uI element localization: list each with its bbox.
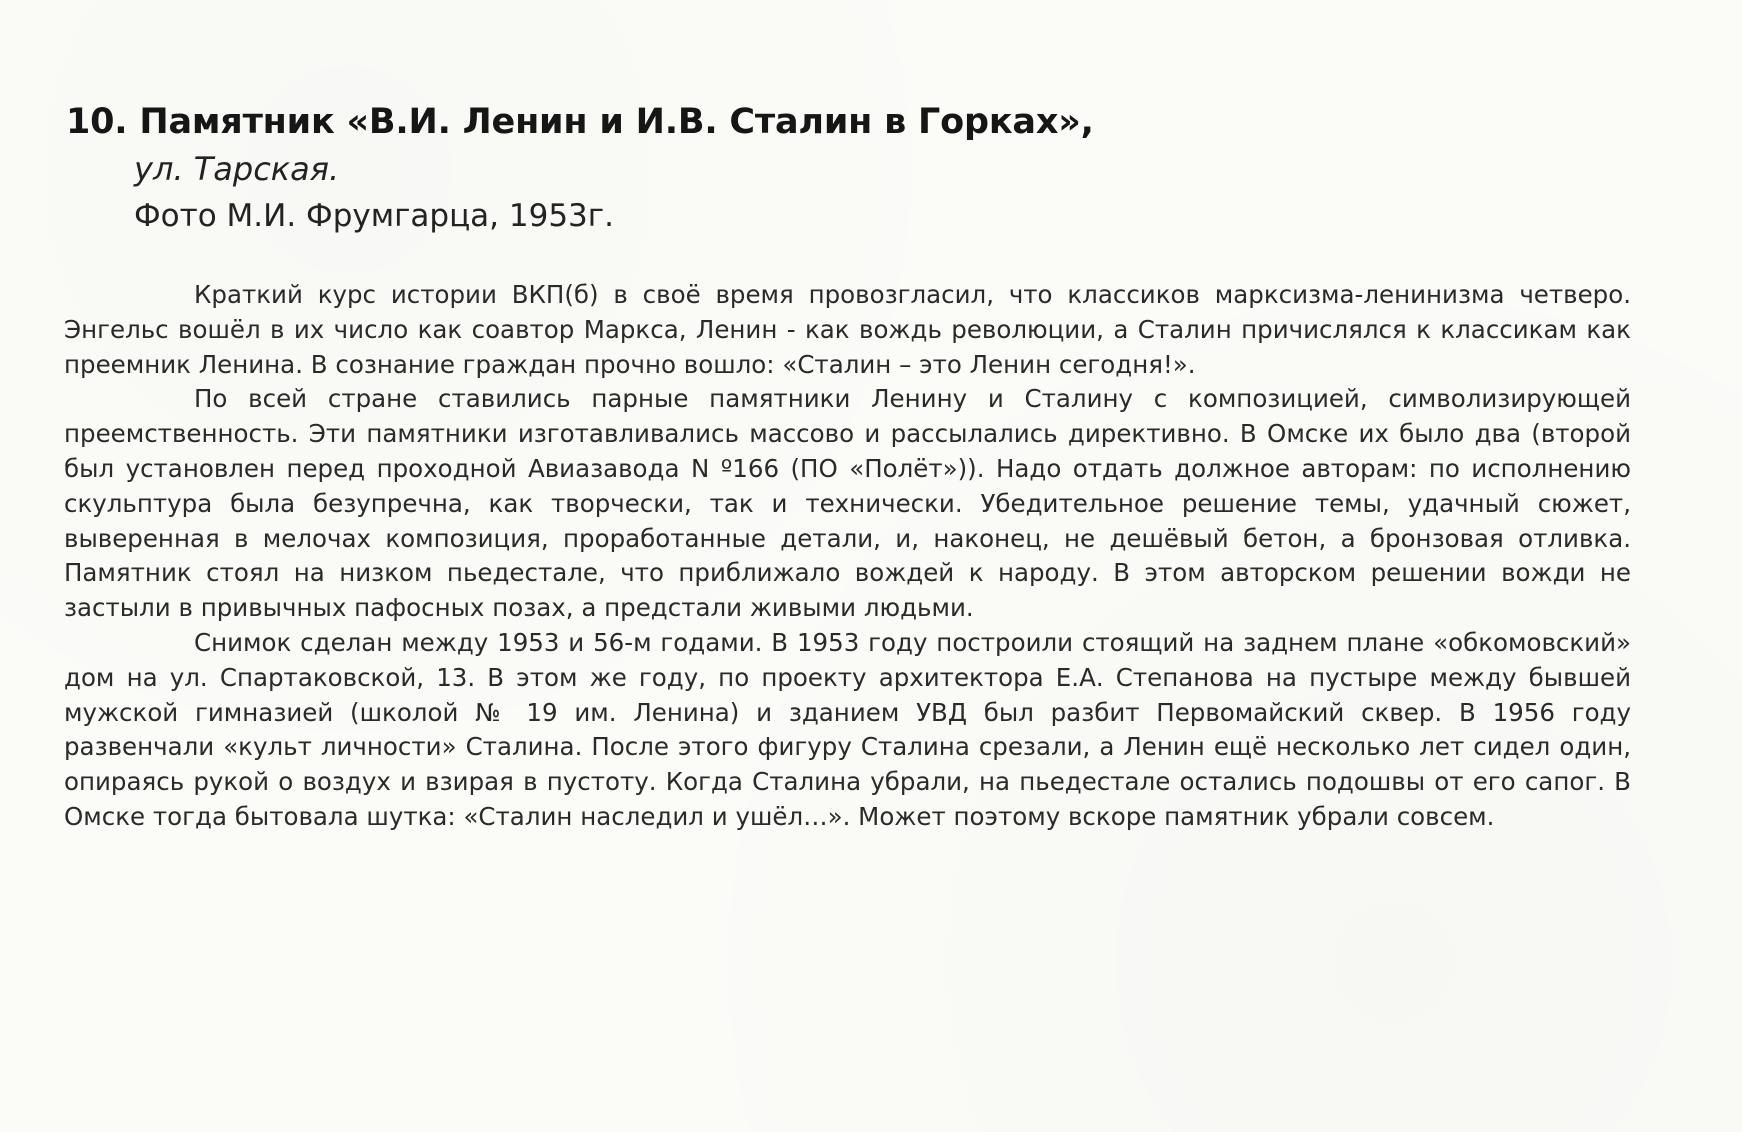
paragraph-1: Краткий курс истории ВКП(б) в своё время провозгласил, что классиков марксизма-ленинизма четверо. Энгельс вошёл в их число как соавтор Маркса, Ленин - как вождь революции, а Сталин причислялся к классикам как преемник Ленина. В сознание граждан прочно вошло: «Сталин – это Ленин сегодня!».: [64, 280, 1631, 379]
photo-credit: Фото М.И. Фрумгарца, 1953г.: [134, 198, 614, 234]
article-body: [64, 278, 1631, 835]
paragraph-2: По всей стране ставились парные памятники Ленину и Сталину с композицией, символизирующей преемственность. Эти памятники изготавливались массово и рассылались директивно. В Омске их было два (второй был установлен перед проходной Авиазавода N º166 (ПО «Полёт»)). Надо отдать должное авторам: по исполнению скульптура была безупречна, как творчески, так и технически. Убедительное решение темы, удачный сюжет, выверенная в мелочах композиция, проработанные детали, и, наконец, не дешёвый бетон, а бронзовая отливка. Памятник стоял на низком пьедестале, что приближало вождей к народу. В этом авторском решении вожди не застыли в привычных пафосных позах, а предстали живыми людьми.: [64, 384, 1631, 623]
street-address: ул. Тарская.: [134, 150, 340, 188]
heading-block: [66, 98, 1666, 240]
page-title: 10. Памятник «В.И. Ленин и И.В. Сталин в Горках»,: [66, 102, 1094, 142]
paragraph-3: Снимок сделан между 1953 и 56-м годами. В 1953 году построили стоящий на заднем плане «обкомовский» дом на ул. Спартаковской, 13. В этом же году, по проекту архитектора Е.А. Степанова на пустыре между бывшей мужской гимназией (школой № 19 им. Ленина) и зданием УВД был разбит Первомайский сквер. В 1956 году развенчали «культ личности» Сталина. После этого фигуру Сталина срезали, а Ленин ещё несколько лет сидел один, опираясь рукой о воздух и взирая в пустоту. Когда Сталина убрали, на пьедестале остались подошвы от его сапог. В Омске тогда бытовала шутка: «Сталин наследил и ушёл…». Может поэтому вскоре памятник убрали совсем.: [64, 627, 1631, 831]
